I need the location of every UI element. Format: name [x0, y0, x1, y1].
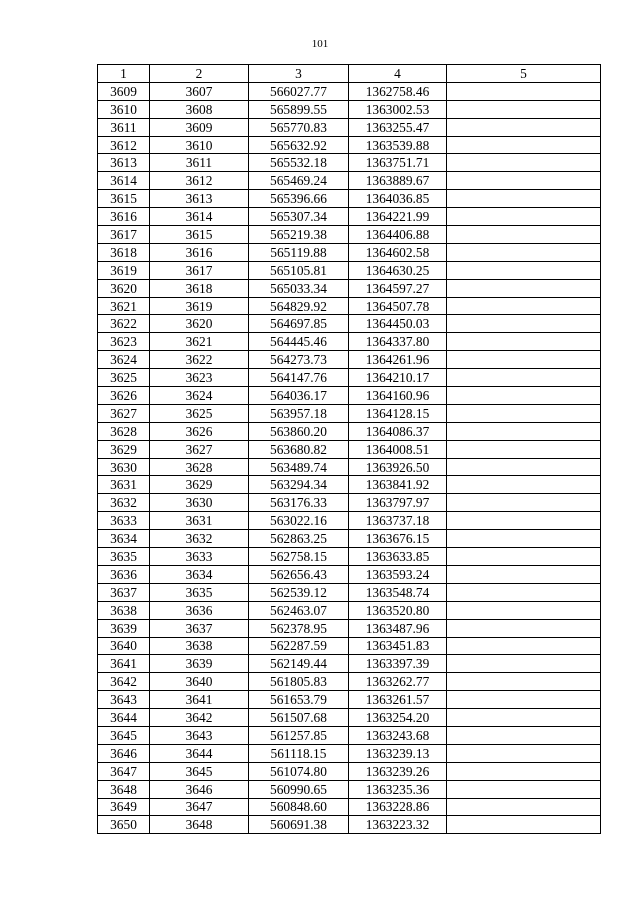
table-cell-col-3: 564697.85 — [249, 315, 349, 333]
table-cell-col-4: 1363889.67 — [349, 172, 447, 190]
table-cell-col-2: 3608 — [150, 100, 249, 118]
table-row — [98, 387, 601, 405]
table-cell-col-5 — [447, 512, 601, 530]
table-cell-col-4: 1363228.86 — [349, 798, 447, 816]
table-cell-col-2: 3619 — [150, 297, 249, 315]
table-cell-col-4: 1364406.88 — [349, 226, 447, 244]
table-cell-col-5 — [447, 619, 601, 637]
table-cell-col-5 — [447, 476, 601, 494]
table-cell-col-2: 3629 — [150, 476, 249, 494]
column-header-4: 4 — [349, 65, 447, 83]
table-cell-col-2: 3632 — [150, 530, 249, 548]
table-cell-col-2: 3633 — [150, 548, 249, 566]
table-row — [98, 279, 601, 297]
table-cell-col-4: 1363243.68 — [349, 726, 447, 744]
table-cell-col-1: 3629 — [98, 440, 150, 458]
table-cell-col-3: 565119.88 — [249, 243, 349, 261]
table-cell-col-1: 3638 — [98, 601, 150, 619]
table-cell-col-2: 3631 — [150, 512, 249, 530]
table-cell-col-5 — [447, 154, 601, 172]
table-cell-col-1: 3622 — [98, 315, 150, 333]
table-cell-col-5 — [447, 744, 601, 762]
table-cell-col-1: 3623 — [98, 333, 150, 351]
table-cell-col-4: 1364630.25 — [349, 261, 447, 279]
table-cell-col-4: 1364008.51 — [349, 440, 447, 458]
table-cell-col-4: 1363262.77 — [349, 673, 447, 691]
table-cell-col-5 — [447, 548, 601, 566]
table-row — [98, 172, 601, 190]
table-cell-col-3: 561257.85 — [249, 726, 349, 744]
table-cell-col-1: 3619 — [98, 261, 150, 279]
table-row — [98, 243, 601, 261]
table-cell-col-3: 562539.12 — [249, 583, 349, 601]
table-cell-col-2: 3626 — [150, 422, 249, 440]
table-cell-col-2: 3607 — [150, 82, 249, 100]
table-row — [98, 136, 601, 154]
table-cell-col-4: 1363548.74 — [349, 583, 447, 601]
table-cell-col-5 — [447, 369, 601, 387]
table-cell-col-4: 1364036.85 — [349, 190, 447, 208]
table-cell-col-2: 3609 — [150, 118, 249, 136]
table-cell-col-4: 1363633.85 — [349, 548, 447, 566]
table-cell-col-5 — [447, 440, 601, 458]
table-cell-col-5 — [447, 315, 601, 333]
table-row — [98, 816, 601, 834]
table-cell-col-4: 1364221.99 — [349, 208, 447, 226]
table-row — [98, 762, 601, 780]
table-cell-col-4: 1364450.03 — [349, 315, 447, 333]
table-cell-col-2: 3640 — [150, 673, 249, 691]
table-cell-col-5 — [447, 226, 601, 244]
table-row — [98, 369, 601, 387]
table-cell-col-5 — [447, 172, 601, 190]
table-cell-col-3: 565105.81 — [249, 261, 349, 279]
table-cell-col-4: 1364086.37 — [349, 422, 447, 440]
table-cell-col-5 — [447, 208, 601, 226]
table-cell-col-5 — [447, 762, 601, 780]
table-row — [98, 780, 601, 798]
table-cell-col-4: 1364160.96 — [349, 387, 447, 405]
table-row — [98, 601, 601, 619]
table-row — [98, 100, 601, 118]
table-cell-col-2: 3611 — [150, 154, 249, 172]
table-cell-col-2: 3639 — [150, 655, 249, 673]
table-cell-col-2: 3615 — [150, 226, 249, 244]
table-cell-col-3: 563176.33 — [249, 494, 349, 512]
table-cell-col-4: 1364602.58 — [349, 243, 447, 261]
table-row — [98, 619, 601, 637]
table-cell-col-2: 3638 — [150, 637, 249, 655]
table-cell-col-5 — [447, 82, 601, 100]
table-cell-col-1: 3637 — [98, 583, 150, 601]
table-cell-col-1: 3643 — [98, 691, 150, 709]
table-cell-col-5 — [447, 458, 601, 476]
table-cell-col-2: 3613 — [150, 190, 249, 208]
table-cell-col-2: 3645 — [150, 762, 249, 780]
table-cell-col-2: 3641 — [150, 691, 249, 709]
table-cell-col-1: 3625 — [98, 369, 150, 387]
table-cell-col-1: 3646 — [98, 744, 150, 762]
table-cell-col-5 — [447, 780, 601, 798]
table-cell-col-5 — [447, 118, 601, 136]
table-cell-col-3: 560691.38 — [249, 816, 349, 834]
table-cell-col-3: 565770.83 — [249, 118, 349, 136]
table-cell-col-4: 1364261.96 — [349, 351, 447, 369]
table-cell-col-3: 562758.15 — [249, 548, 349, 566]
table-cell-col-1: 3650 — [98, 816, 150, 834]
table-row — [98, 548, 601, 566]
table-cell-col-4: 1364128.15 — [349, 404, 447, 422]
table-cell-col-5 — [447, 404, 601, 422]
table-cell-col-1: 3609 — [98, 82, 150, 100]
table-cell-col-4: 1363487.96 — [349, 619, 447, 637]
table-row — [98, 673, 601, 691]
table-row — [98, 744, 601, 762]
table-cell-col-3: 561653.79 — [249, 691, 349, 709]
table-cell-col-2: 3643 — [150, 726, 249, 744]
table-cell-col-5 — [447, 673, 601, 691]
table-cell-col-1: 3630 — [98, 458, 150, 476]
table-cell-col-5 — [447, 655, 601, 673]
table-cell-col-2: 3644 — [150, 744, 249, 762]
table-cell-col-1: 3624 — [98, 351, 150, 369]
table-cell-col-4: 1363451.83 — [349, 637, 447, 655]
table-cell-col-1: 3632 — [98, 494, 150, 512]
table-cell-col-4: 1363239.26 — [349, 762, 447, 780]
table-cell-col-3: 562656.43 — [249, 565, 349, 583]
column-header-1: 1 — [98, 65, 150, 83]
page-number: 101 — [311, 38, 329, 50]
table-cell-col-5 — [447, 136, 601, 154]
table-cell-col-2: 3617 — [150, 261, 249, 279]
table-cell-col-1: 3641 — [98, 655, 150, 673]
table-cell-col-2: 3620 — [150, 315, 249, 333]
table-cell-col-3: 560990.65 — [249, 780, 349, 798]
table-cell-col-3: 563294.34 — [249, 476, 349, 494]
table-cell-col-2: 3618 — [150, 279, 249, 297]
table-cell-col-4: 1363539.88 — [349, 136, 447, 154]
table-cell-col-2: 3642 — [150, 709, 249, 727]
table-cell-col-2: 3623 — [150, 369, 249, 387]
table-cell-col-5 — [447, 494, 601, 512]
table-cell-col-3: 565219.38 — [249, 226, 349, 244]
table-cell-col-1: 3628 — [98, 422, 150, 440]
table-cell-col-3: 564147.76 — [249, 369, 349, 387]
table-cell-col-2: 3624 — [150, 387, 249, 405]
table-cell-col-1: 3642 — [98, 673, 150, 691]
table-cell-col-4: 1363235.36 — [349, 780, 447, 798]
table-cell-col-4: 1364337.80 — [349, 333, 447, 351]
table-cell-col-5 — [447, 798, 601, 816]
table-cell-col-5 — [447, 100, 601, 118]
table-cell-col-2: 3622 — [150, 351, 249, 369]
table-cell-col-4: 1363593.24 — [349, 565, 447, 583]
table-cell-col-4: 1363841.92 — [349, 476, 447, 494]
table-cell-col-3: 561805.83 — [249, 673, 349, 691]
table-cell-col-4: 1363676.15 — [349, 530, 447, 548]
table-cell-col-3: 563022.16 — [249, 512, 349, 530]
table-cell-col-5 — [447, 243, 601, 261]
table-cell-col-1: 3618 — [98, 243, 150, 261]
table-row — [98, 82, 601, 100]
table-cell-col-3: 566027.77 — [249, 82, 349, 100]
table-cell-col-2: 3634 — [150, 565, 249, 583]
table-row — [98, 798, 601, 816]
table-cell-col-2: 3648 — [150, 816, 249, 834]
table-cell-col-2: 3635 — [150, 583, 249, 601]
table-cell-col-2: 3628 — [150, 458, 249, 476]
table-cell-col-2: 3646 — [150, 780, 249, 798]
table-cell-col-5 — [447, 691, 601, 709]
table-cell-col-4: 1363520.80 — [349, 601, 447, 619]
table-cell-col-3: 565899.55 — [249, 100, 349, 118]
table-cell-col-5 — [447, 530, 601, 548]
column-header-5: 5 — [447, 65, 601, 83]
table-row — [98, 154, 601, 172]
table-row — [98, 691, 601, 709]
table-row — [98, 226, 601, 244]
table-cell-col-5 — [447, 422, 601, 440]
table-row — [98, 583, 601, 601]
table-cell-col-1: 3639 — [98, 619, 150, 637]
table-cell-col-2: 3637 — [150, 619, 249, 637]
table-cell-col-3: 563680.82 — [249, 440, 349, 458]
table-cell-col-3: 560848.60 — [249, 798, 349, 816]
table-cell-col-1: 3617 — [98, 226, 150, 244]
table-cell-col-1: 3649 — [98, 798, 150, 816]
table-cell-col-1: 3635 — [98, 548, 150, 566]
table-cell-col-1: 3640 — [98, 637, 150, 655]
table-row — [98, 315, 601, 333]
table-cell-col-1: 3647 — [98, 762, 150, 780]
table-row — [98, 440, 601, 458]
table-cell-col-3: 565469.24 — [249, 172, 349, 190]
table-header-row — [98, 65, 601, 83]
table-row — [98, 709, 601, 727]
column-header-3: 3 — [249, 65, 349, 83]
table-row — [98, 208, 601, 226]
table-row — [98, 118, 601, 136]
table-cell-col-5 — [447, 601, 601, 619]
table-row — [98, 494, 601, 512]
table-row — [98, 351, 601, 369]
table-cell-col-5 — [447, 351, 601, 369]
table-row — [98, 422, 601, 440]
table-cell-col-4: 1364507.78 — [349, 297, 447, 315]
table-cell-col-1: 3612 — [98, 136, 150, 154]
table-cell-col-1: 3610 — [98, 100, 150, 118]
table-cell-col-1: 3626 — [98, 387, 150, 405]
column-header-2: 2 — [150, 65, 249, 83]
table-cell-col-2: 3610 — [150, 136, 249, 154]
table-cell-col-2: 3636 — [150, 601, 249, 619]
table-cell-col-3: 565632.92 — [249, 136, 349, 154]
table-cell-col-3: 565033.34 — [249, 279, 349, 297]
table-cell-col-3: 561507.68 — [249, 709, 349, 727]
table-cell-col-1: 3613 — [98, 154, 150, 172]
table-cell-col-4: 1363255.47 — [349, 118, 447, 136]
table-cell-col-1: 3627 — [98, 404, 150, 422]
table-cell-col-3: 563489.74 — [249, 458, 349, 476]
table-cell-col-1: 3633 — [98, 512, 150, 530]
table-row — [98, 565, 601, 583]
table-cell-col-1: 3614 — [98, 172, 150, 190]
table-cell-col-2: 3612 — [150, 172, 249, 190]
table-body — [98, 82, 601, 833]
table-cell-col-3: 565532.18 — [249, 154, 349, 172]
table-cell-col-1: 3615 — [98, 190, 150, 208]
table-cell-col-3: 564445.46 — [249, 333, 349, 351]
table-cell-col-4: 1363261.57 — [349, 691, 447, 709]
table-cell-col-1: 3636 — [98, 565, 150, 583]
table-cell-col-3: 565307.34 — [249, 208, 349, 226]
table-cell-col-4: 1363797.97 — [349, 494, 447, 512]
table-cell-col-2: 3625 — [150, 404, 249, 422]
table-cell-col-5 — [447, 565, 601, 583]
table-row — [98, 333, 601, 351]
table-cell-col-4: 1363223.32 — [349, 816, 447, 834]
table-cell-col-5 — [447, 387, 601, 405]
table-cell-col-3: 562863.25 — [249, 530, 349, 548]
table-cell-col-4: 1362758.46 — [349, 82, 447, 100]
table-row — [98, 726, 601, 744]
table-cell-col-4: 1363926.50 — [349, 458, 447, 476]
table-row — [98, 655, 601, 673]
table-cell-col-3: 562149.44 — [249, 655, 349, 673]
table-cell-col-4: 1364210.17 — [349, 369, 447, 387]
table-cell-col-1: 3645 — [98, 726, 150, 744]
table-cell-col-3: 561074.80 — [249, 762, 349, 780]
table-cell-col-2: 3621 — [150, 333, 249, 351]
table-cell-col-3: 564829.92 — [249, 297, 349, 315]
table-cell-col-1: 3648 — [98, 780, 150, 798]
table-row — [98, 297, 601, 315]
table-cell-col-3: 561118.15 — [249, 744, 349, 762]
table-cell-col-4: 1364597.27 — [349, 279, 447, 297]
table-cell-col-3: 562287.59 — [249, 637, 349, 655]
table-row — [98, 530, 601, 548]
table-cell-col-3: 562378.95 — [249, 619, 349, 637]
table-cell-col-5 — [447, 726, 601, 744]
table-cell-col-5 — [447, 279, 601, 297]
table-cell-col-1: 3621 — [98, 297, 150, 315]
table-cell-col-3: 563860.20 — [249, 422, 349, 440]
table-row — [98, 637, 601, 655]
table-cell-col-4: 1363397.39 — [349, 655, 447, 673]
table-cell-col-4: 1363737.18 — [349, 512, 447, 530]
table-cell-col-5 — [447, 333, 601, 351]
table-cell-col-3: 562463.07 — [249, 601, 349, 619]
table-cell-col-1: 3616 — [98, 208, 150, 226]
table-cell-col-5 — [447, 261, 601, 279]
table-cell-col-2: 3627 — [150, 440, 249, 458]
table-row — [98, 190, 601, 208]
table-cell-col-2: 3616 — [150, 243, 249, 261]
table-cell-col-5 — [447, 816, 601, 834]
table-cell-col-1: 3634 — [98, 530, 150, 548]
table-cell-col-4: 1363239.13 — [349, 744, 447, 762]
table-cell-col-5 — [447, 190, 601, 208]
table-cell-col-1: 3631 — [98, 476, 150, 494]
table-cell-col-4: 1363751.71 — [349, 154, 447, 172]
table-cell-col-5 — [447, 583, 601, 601]
table-cell-col-5 — [447, 297, 601, 315]
coordinates-table — [97, 64, 601, 834]
table-cell-col-3: 563957.18 — [249, 404, 349, 422]
table-cell-col-3: 564036.17 — [249, 387, 349, 405]
table-cell-col-5 — [447, 637, 601, 655]
table-row — [98, 261, 601, 279]
table-cell-col-3: 565396.66 — [249, 190, 349, 208]
table-cell-col-1: 3611 — [98, 118, 150, 136]
table-row — [98, 512, 601, 530]
table-cell-col-2: 3647 — [150, 798, 249, 816]
table-cell-col-3: 564273.73 — [249, 351, 349, 369]
table-row — [98, 476, 601, 494]
table-row — [98, 458, 601, 476]
table-cell-col-4: 1363002.53 — [349, 100, 447, 118]
table-cell-col-2: 3614 — [150, 208, 249, 226]
table-cell-col-1: 3644 — [98, 709, 150, 727]
table-cell-col-4: 1363254.20 — [349, 709, 447, 727]
table-cell-col-5 — [447, 709, 601, 727]
table-cell-col-1: 3620 — [98, 279, 150, 297]
table-cell-col-2: 3630 — [150, 494, 249, 512]
table-row — [98, 404, 601, 422]
